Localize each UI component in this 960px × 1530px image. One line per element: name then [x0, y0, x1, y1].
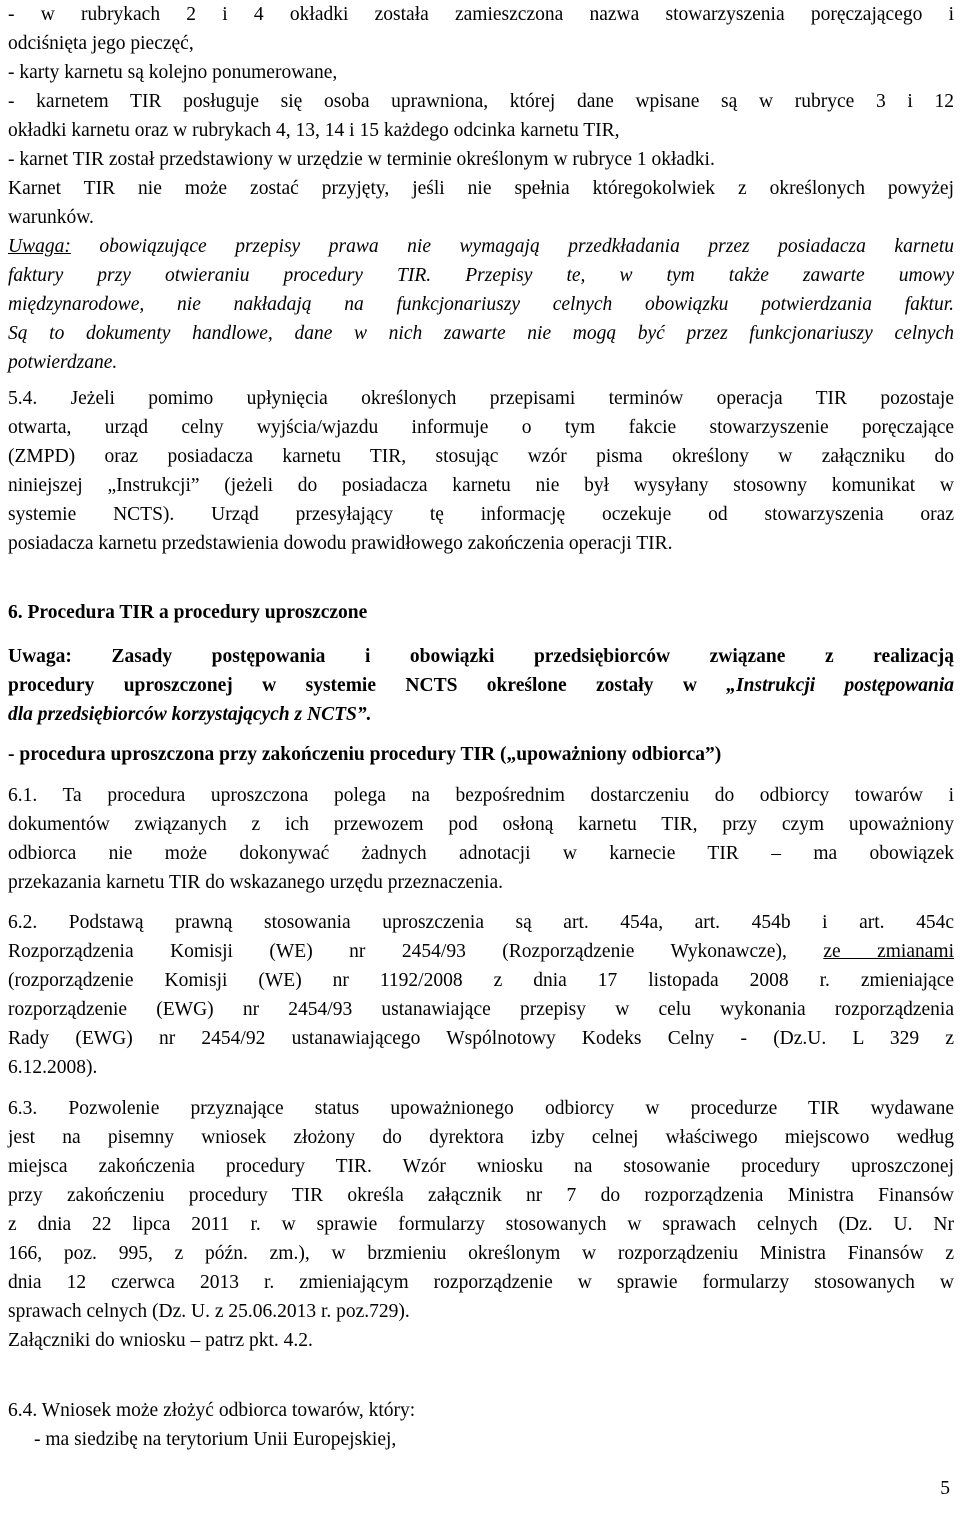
paragraph-6-1	[8, 781, 954, 897]
paragraph-line: Załączniki do wniosku – patrz pkt. 4.2.	[8, 1330, 313, 1351]
paragraph-line: 6.1. Ta procedura uproszczona polega na bezpośrednim dostarczeniu do odbiorcy towarów i	[8, 785, 954, 806]
paragraph-line: 6.12.2008).	[8, 1057, 98, 1078]
page-number: 5	[940, 1478, 950, 1499]
paragraph-line: posiadacza karnetu przedstawienia dowodu prawidłowego zakończenia operacji TIR.	[8, 533, 673, 554]
paragraph-line: Rozporządzenia Komisji (WE) nr 2454/93 (Rozporządzenie Wykonawcze), ze zmianami	[8, 941, 954, 962]
paragraph-line: niniejszej „Instrukcji” (jeżeli do posiadacza karnetu nie był wysyłany stosowny komunikat w	[8, 475, 954, 496]
note-line: faktury przy otwieraniu procedury TIR. Przepisy te, w tym także zawarte umowy	[8, 265, 954, 286]
paragraph-line: systemie NCTS). Urząd przesyłający tę informację oczekuje od stowarzyszenia oraz	[8, 504, 954, 525]
paragraph-line: (rozporządzenie Komisji (WE) nr 1192/2008 z dnia 17 listopada 2008 r. zmieniające	[8, 970, 954, 991]
closing-sentence: Karnet TIR nie może zostać przyjęty, jeśli nie spełnia któregokolwiek z określonych powyżej	[8, 178, 954, 199]
note-line: Są to dokumenty handlowe, dane w nich zawarte nie mogą być przez funkcjonariuszy celnych	[8, 323, 954, 344]
list-item: - ma siedzibę na terytorium Unii Europejskiej,	[34, 1429, 397, 1450]
closing-sentence-continuation: warunków.	[8, 207, 94, 228]
section-note-line: procedury uproszczonej w systemie NCTS określone zostały w „Instrukcji postępowania	[8, 675, 954, 696]
paragraph-line: 6.3. Pozwolenie przyznające status upoważnionego odbiorcy w procedurze TIR wydawane	[8, 1098, 954, 1119]
section-heading: 6. Procedura TIR a procedury uproszczone	[8, 602, 368, 623]
note-invoices	[8, 232, 954, 377]
paragraph-line: 5.4. Jeżeli pomimo upłynięcia określonych przepisami terminów operacja TIR pozostaje	[8, 388, 954, 409]
subsection-heading: - procedura uproszczona przy zakończeniu procedury TIR („upoważniony odbiorca”)	[8, 744, 722, 765]
list-item: - w rubrykach 2 i 4 okładki została zamieszczona nazwa stowarzyszenia poręczającego i	[8, 4, 954, 25]
list-item: - karnet TIR został przedstawiony w urzędzie w terminie określonym w rubryce 1 okładki.	[8, 149, 715, 170]
paragraph-line: (ZMPD) oraz posiadacza karnetu TIR, stosując wzór pisma określony w załączniku do	[8, 446, 954, 467]
paragraph-line: 166, poz. 995, z późn. zm.), w brzmieniu określonym w rozporządzeniu Ministra Finansów z	[8, 1243, 954, 1264]
list-item: - karty karnetu są kolejno ponumerowane,	[8, 62, 338, 83]
paragraph-line: 6.2. Podstawą prawną stosowania uproszczenia są art. 454a, art. 454b i art. 454c	[8, 912, 954, 933]
paragraph-line: miejsca zakończenia procedury TIR. Wzór wniosku na stosowanie procedury uproszczonej	[8, 1156, 954, 1177]
paragraph-line: otwarta, urząd celny wyjścia/wjazdu informuje o tym fakcie stowarzyszenie poręczające	[8, 417, 954, 438]
paragraph-line: rozporządzenie (EWG) nr 2454/93 ustanawiające przepisy w celu wykonania rozporządzenia	[8, 999, 954, 1020]
paragraph-line: z dnia 22 lipca 2011 r. w sprawie formularzy stosowanych w sprawach celnych (Dz. U. Nr	[8, 1214, 954, 1235]
note-line: potwierdzane.	[8, 352, 118, 373]
paragraph-line: sprawach celnych (Dz. U. z 25.06.2013 r. poz.729).	[8, 1301, 410, 1322]
paragraph-line: dnia 12 czerwca 2013 r. zmieniającym rozporządzenie w sprawie formularzy stosowanych w	[8, 1272, 954, 1293]
paragraph-line: przy zakończeniu procedury TIR określa załącznik nr 7 do rozporządzenia Ministra Finansów	[8, 1185, 954, 1206]
paragraph-line: Rady (EWG) nr 2454/92 ustanawiającego Wspólnotowy Kodeks Celny - (Dz.U. L 329 z	[8, 1028, 954, 1049]
list-item-continuation: odciśnięta jego pieczęć,	[8, 33, 194, 54]
note-line: Uwaga: obowiązujące przepisy prawa nie wymagają przedkładania przez posiadacza karnetu	[8, 236, 954, 257]
section-note-line: dla przedsiębiorców korzystających z NCTS”.	[8, 704, 372, 725]
amendments-reference: ze zmianami	[823, 941, 954, 962]
list-item: - karnetem TIR posługuje się osoba uprawniona, której dane wpisane są w rubryce 3 i 12	[8, 91, 954, 112]
paragraph-5-4	[8, 384, 954, 558]
note-line: międzynarodowe, nie nakładają na funkcjonariuszy celnych obowiązku potwierdzania faktur.	[8, 294, 954, 315]
note-label: Uwaga:	[8, 236, 71, 257]
paragraph-line: jest na pisemny wniosek złożony do dyrektora izby celnej właściwego miejscowo według	[8, 1127, 954, 1148]
paragraph-line: odbiorca nie może dokonywać żadnych adnotacji w karnecie TIR – ma obowiązek	[8, 843, 954, 864]
section-note	[8, 642, 954, 729]
paragraph-6-4	[8, 1396, 954, 1454]
requirements-list	[8, 0, 954, 232]
paragraph-line: przekazania karnetu TIR do wskazanego urzędu przeznaczenia.	[8, 872, 503, 893]
paragraph-6-2	[8, 908, 954, 1082]
paragraph-6-3	[8, 1094, 954, 1355]
section-note-line: Uwaga: Zasady postępowania i obowiązki przedsiębiorców związane z realizacją	[8, 646, 954, 667]
paragraph-line: 6.4. Wniosek może złożyć odbiorca towarów, który:	[8, 1400, 416, 1421]
list-item-continuation: okładki karnetu oraz w rubrykach 4, 13, 14 i 15 każdego odcinka karnetu TIR,	[8, 120, 620, 141]
paragraph-line: dokumentów związanych z ich przewozem pod osłoną karnetu TIR, przy czym upoważniony	[8, 814, 954, 835]
